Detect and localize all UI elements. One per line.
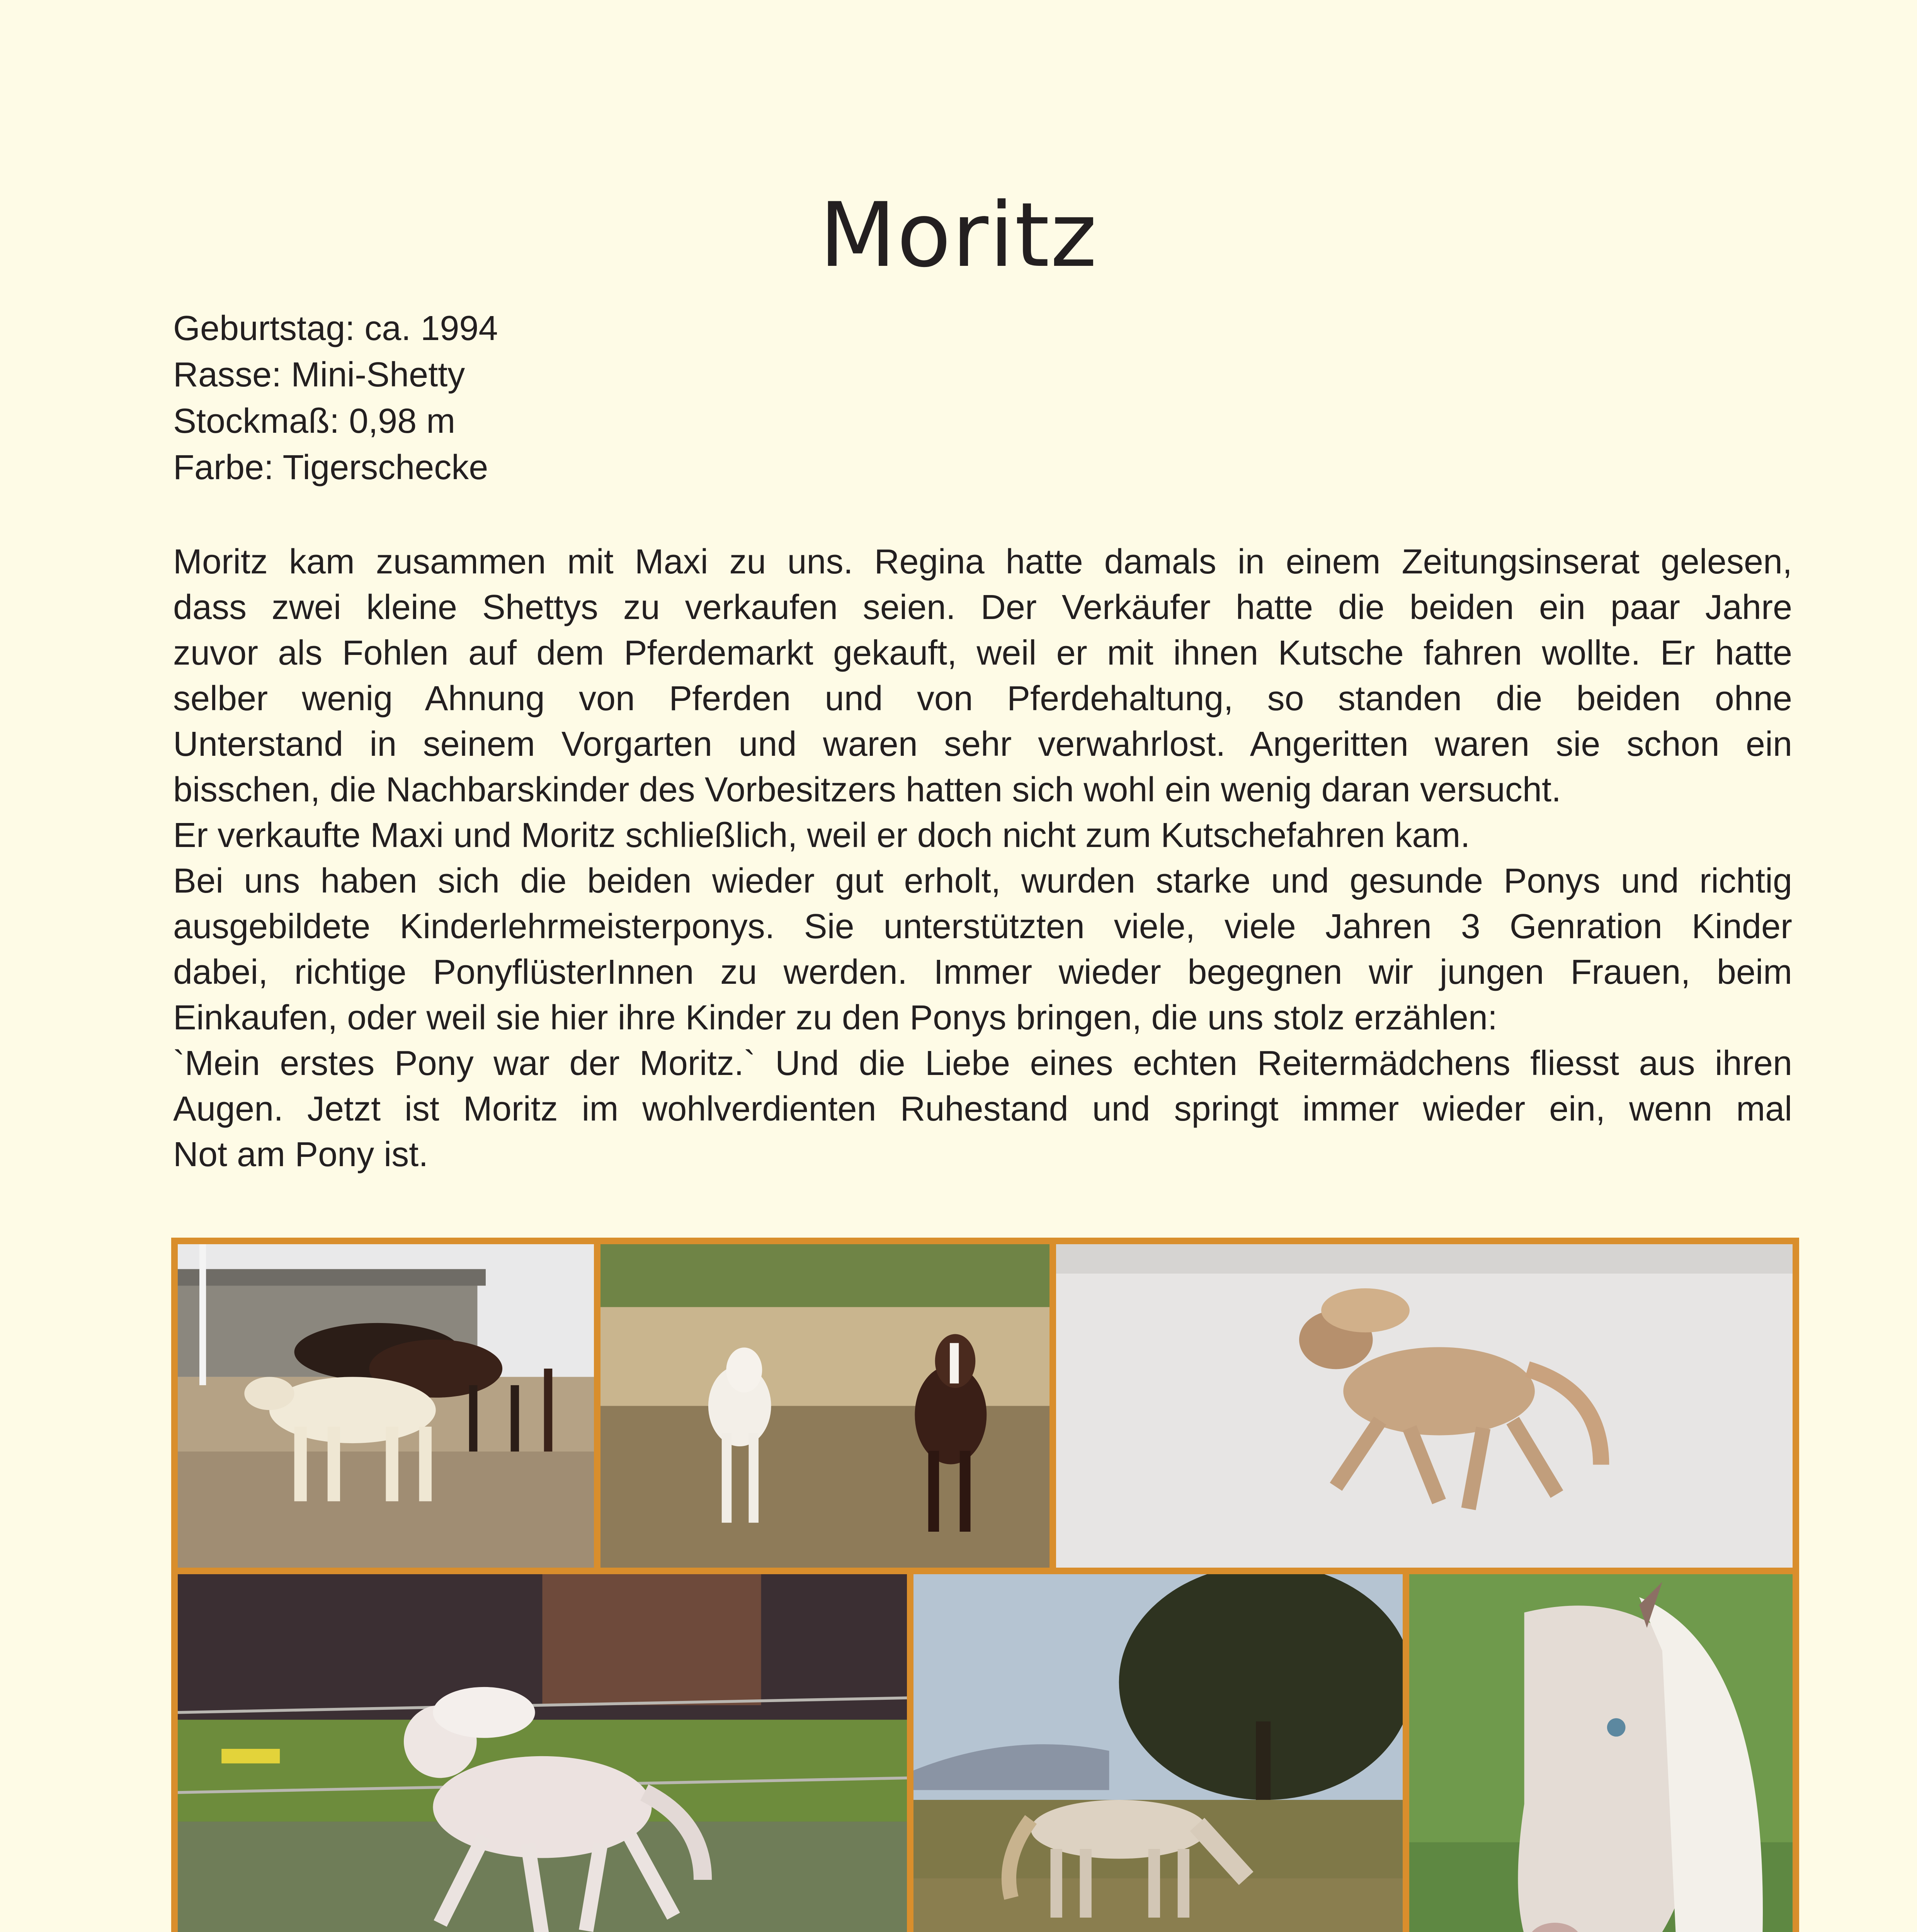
story-line: ausgebildete Kinderlehrmeisterponys. Sie unterstützten viele, viele Jahren 3 Genration Kinder: [173, 907, 1792, 946]
story-line: Moritz kam zusammen mit Maxi zu uns. Regina hatte damals in einem Zeitungsinserat gelesen,: [173, 543, 1792, 581]
pony-trotting-on-grass-photo: [178, 1574, 907, 1932]
two-ponies-at-fence-photo: [600, 1244, 1050, 1568]
story-line: `Mein erstes Pony war der Moritz.` Und die Liebe eines echten Reitermädchens fliesst aus ihren: [173, 1044, 1792, 1083]
height-fact: Stockmaß: 0,98 m: [173, 402, 456, 440]
story-line: Er verkaufte Maxi und Moritz schließlich, weil er doch nicht zum Kutschefahren kam.: [173, 816, 1470, 855]
pony-trotting-in-snow-photo: [1056, 1244, 1793, 1568]
story-line: zuvor als Fohlen auf dem Pferdemarkt gekauft, weil er mit ihnen Kutsche fahren wollte. Er hatte: [173, 634, 1792, 672]
story-line: Einkaufen, oder weil sie hier ihre Kinder zu den Ponys bringen, die uns stolz erzählen:: [173, 998, 1497, 1037]
story-line: selber wenig Ahnung von Pferden und von Pferdehaltung, so standen die beiden ohne: [173, 679, 1792, 718]
story-line: Unterstand in seinem Vorgarten und waren sehr verwahrlost. Angeritten waren sie schon ein: [173, 725, 1792, 764]
page-title: Moritz: [819, 184, 1098, 287]
story-line: bisschen, die Nachbarskinder des Vorbesitzers hatten sich wohl ein wenig daran versucht.: [173, 770, 1561, 809]
story-line: Bei uns haben sich die beiden wieder gut erholt, wurden starke und gesunde Ponys und richtig: [173, 862, 1792, 900]
color-fact: Farbe: Tigerschecke: [173, 448, 488, 487]
story-line: dass zwei kleine Shettys zu verkaufen seien. Der Verkäufer hatte die beiden ein paar Jahre: [173, 588, 1792, 627]
story-line: dabei, richtige PonyflüsterInnen zu werden. Immer wieder begegnen wir jungen Frauen, beim: [173, 953, 1792, 992]
profile-facts: [173, 305, 498, 491]
story-text: [173, 539, 1792, 1177]
story-line: Augen. Jetzt ist Moritz im wohlverdienten Ruhestand und springt immer wieder ein, wenn mal: [173, 1090, 1792, 1128]
pony-grazing-photo: [913, 1574, 1403, 1932]
story-line: Not am Pony ist.: [173, 1135, 429, 1174]
pony-head-portrait-photo: [1409, 1574, 1793, 1932]
photo-collage: [171, 1238, 1799, 1932]
birthday-fact: Geburtstag: ca. 1994: [173, 309, 498, 348]
ponies-in-paddock-photo: [178, 1244, 594, 1568]
breed-fact: Rasse: Mini-Shetty: [173, 355, 465, 394]
